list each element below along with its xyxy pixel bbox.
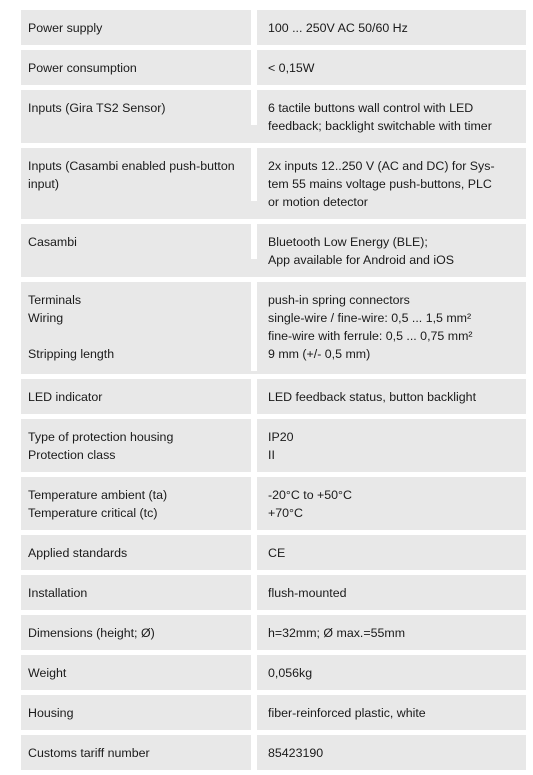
spec-value <box>257 282 526 371</box>
spec-value <box>257 735 526 770</box>
spec-label <box>21 615 257 650</box>
spec-label-line: Terminals <box>28 293 82 307</box>
spec-label <box>21 477 257 530</box>
spec-label-line: Customs tariff number <box>28 746 150 760</box>
spec-value <box>257 50 526 85</box>
spec-value-line: LED feedback status, button backlight <box>268 390 477 404</box>
spec-row <box>21 224 526 277</box>
spec-row <box>21 379 526 414</box>
spec-label-line <box>28 327 251 345</box>
spec-value-line: CE <box>268 546 286 560</box>
spec-label <box>21 735 257 770</box>
spec-label-line: Inputs (Casambi enabled push-button <box>28 159 235 173</box>
spec-row <box>21 535 526 570</box>
spec-row <box>21 615 526 650</box>
spec-value-line: Bluetooth Low Energy (BLE); <box>268 235 428 249</box>
spec-label <box>21 224 257 259</box>
spec-label-line: LED indicator <box>28 390 103 404</box>
spec-value-line: < 0,15W <box>268 61 315 75</box>
spec-value-line: 6 tactile buttons wall control with LED <box>268 101 474 115</box>
spec-label-line: Dimensions (height; Ø) <box>28 626 155 640</box>
spec-value-line: feedback; backlight switchable with timer <box>268 119 492 133</box>
spec-value-line: 2x inputs 12..250 V (AC and DC) for Sys- <box>268 159 495 173</box>
spec-label <box>21 10 257 45</box>
spec-label-line: Power supply <box>28 21 103 35</box>
spec-value-line: 9 mm (+/- 0,5 mm) <box>268 347 371 361</box>
spec-label-line: input) <box>28 177 59 191</box>
spec-value <box>257 477 526 530</box>
spec-value-line: -20°C to +50°C <box>268 488 352 502</box>
spec-row <box>21 10 526 45</box>
spec-value-line: App available for Android and iOS <box>268 253 454 267</box>
spec-value-line: push-in spring connectors <box>268 293 410 307</box>
spec-label <box>21 90 257 125</box>
spec-label-line: Protection class <box>28 448 116 462</box>
spec-row <box>21 477 526 530</box>
spec-label-line: Applied standards <box>28 546 128 560</box>
spec-value-line: fine-wire with ferrule: 0,5 ... 0,75 mm² <box>268 329 473 343</box>
spec-value <box>257 10 526 45</box>
spec-row <box>21 90 526 143</box>
spec-label-line: Power consumption <box>28 61 137 75</box>
spec-value <box>257 379 526 414</box>
spec-label <box>21 50 257 85</box>
spec-label <box>21 419 257 472</box>
spec-row <box>21 50 526 85</box>
spec-row <box>21 282 526 374</box>
spec-value <box>257 90 526 143</box>
spec-label <box>21 575 257 610</box>
spec-value-line: II <box>268 448 275 462</box>
spec-label <box>21 148 257 201</box>
spec-label-line: Type of protection housing <box>28 430 174 444</box>
spec-value <box>257 695 526 730</box>
spec-row <box>21 575 526 610</box>
spec-label-line: Temperature ambient (ta) <box>28 488 168 502</box>
spec-value-line: fiber-reinforced plastic, white <box>268 706 426 720</box>
spec-value-line: single-wire / fine-wire: 0,5 ... 1,5 mm² <box>268 311 472 325</box>
spec-value-line: flush-mounted <box>268 586 347 600</box>
spec-label <box>21 695 257 730</box>
spec-value <box>257 575 526 610</box>
spec-value <box>257 148 526 219</box>
spec-value-line: 100 ... 250V AC 50/60 Hz <box>268 21 408 35</box>
spec-label-line: Casambi <box>28 235 77 249</box>
spec-value <box>257 535 526 570</box>
spec-label <box>21 535 257 570</box>
spec-label <box>21 379 257 414</box>
spec-label-line: Temperature critical (tc) <box>28 506 158 520</box>
spec-value-line: 0,056kg <box>268 666 313 680</box>
spec-label-line: Housing <box>28 706 74 720</box>
spec-value-line: tem 55 mains voltage push-buttons, PLC <box>268 177 492 191</box>
spec-label-line: Weight <box>28 666 67 680</box>
spec-row <box>21 148 526 219</box>
spec-value <box>257 419 526 472</box>
spec-row <box>21 735 526 770</box>
spec-value-line: h=32mm; Ø max.=55mm <box>268 626 406 640</box>
spec-label-line: Installation <box>28 586 88 600</box>
spec-label-line: Inputs (Gira TS2 Sensor) <box>28 101 166 115</box>
spec-value-line: IP20 <box>268 430 294 444</box>
spec-value-line: +70°C <box>268 506 303 520</box>
spec-value-line: or motion detector <box>268 195 368 209</box>
spec-label-line: Wiring <box>28 311 64 325</box>
spec-label-line: Stripping length <box>28 347 115 361</box>
specifications-table <box>21 10 526 775</box>
spec-row <box>21 419 526 472</box>
spec-value <box>257 615 526 650</box>
spec-value <box>257 224 526 277</box>
spec-row <box>21 695 526 730</box>
spec-value-line: 85423190 <box>268 746 324 760</box>
spec-label <box>21 282 257 371</box>
